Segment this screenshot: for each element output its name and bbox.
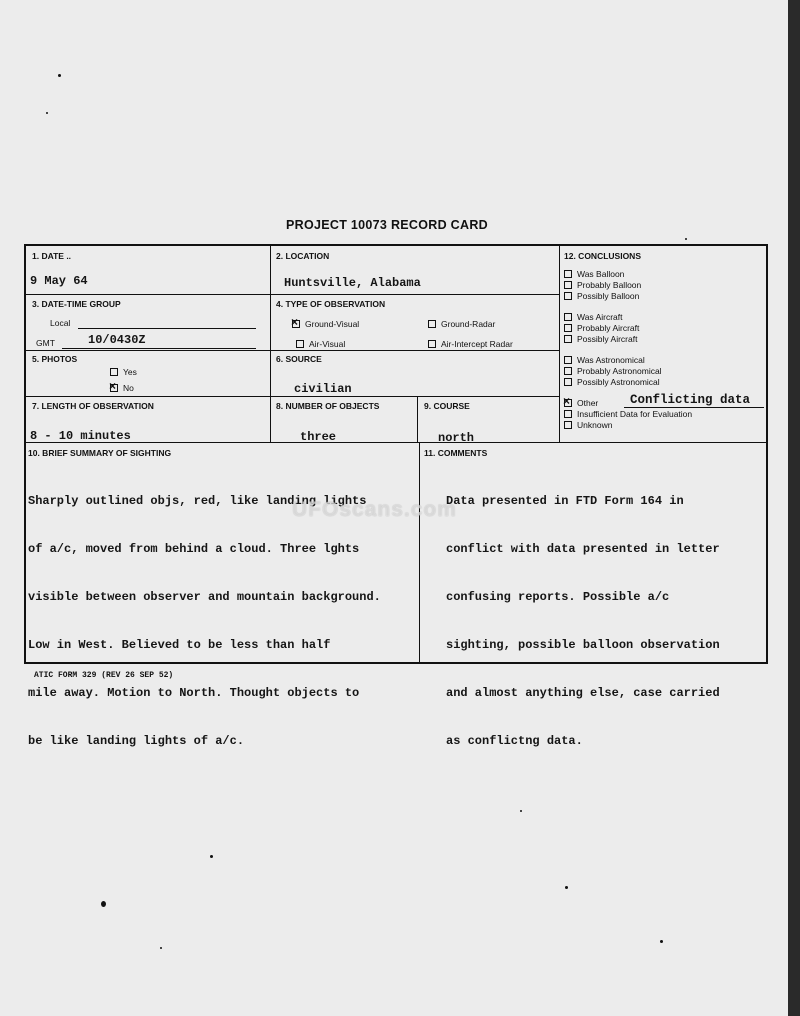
scan-speck <box>58 74 61 77</box>
course-value: north <box>438 431 475 445</box>
comments-label: 11. COMMENTS <box>424 448 488 458</box>
gmt-label: GMT <box>36 338 55 348</box>
comments-line: Data presented in FTD Form 164 in <box>446 494 684 508</box>
length-label: 7. LENGTH OF OBSERVATION <box>32 401 154 411</box>
comments-line: as conflictng data. <box>446 734 583 748</box>
conclusion-possibly-balloon: Possibly Balloon <box>564 291 639 302</box>
photos-no-checkbox-checked <box>110 384 118 392</box>
conclusions-label: 12. CONCLUSIONS <box>564 251 641 261</box>
date-time-group-label: 3. DATE-TIME GROUP <box>32 299 121 309</box>
divider-v3 <box>417 396 418 442</box>
photos-no: ×No <box>110 383 134 393</box>
photos-yes-checkbox <box>110 368 118 376</box>
option-air-intercept-radar: Air-Intercept Radar <box>428 339 513 349</box>
ground-radar-checkbox <box>428 320 436 328</box>
option-ground-visual: ×Ground-Visual <box>292 319 359 329</box>
conclusion-was-aircraft: Was Aircraft <box>564 312 623 323</box>
gmt-value: 10/0430Z <box>88 333 146 347</box>
divider-h2 <box>26 350 559 351</box>
air-intercept-radar-checkbox <box>428 340 436 348</box>
comments-text <box>446 461 720 781</box>
watermark: UFOscans.com <box>292 498 457 521</box>
summary-line: Sharply outlined objs, red, like landing lights <box>28 494 367 508</box>
divider-v4 <box>419 442 420 664</box>
summary-line: Low in West. Believed to be less than half <box>28 638 331 652</box>
conclusion-possibly-astronomical: Possibly Astronomical <box>564 377 660 388</box>
observation-type-label: 4. TYPE OF OBSERVATION <box>276 299 386 309</box>
length-value: 8 - 10 minutes <box>30 429 131 443</box>
scan-speck <box>660 940 663 943</box>
divider-h1 <box>26 294 559 295</box>
comments-line: and almost anything else, case carried <box>446 686 720 700</box>
scan-speck <box>46 112 48 114</box>
location-value: Huntsville, Alabama <box>284 276 421 290</box>
local-label: Local <box>50 318 71 328</box>
date-value: 9 May 64 <box>30 274 88 288</box>
divider-h4 <box>26 442 768 443</box>
comments-line: confusing reports. Possible a/c <box>446 590 670 604</box>
scan-speck <box>685 238 687 240</box>
source-value: civilian <box>294 382 352 396</box>
other-underline <box>624 407 764 408</box>
number-of-objects-label: 8. NUMBER OF OBJECTS <box>276 401 380 411</box>
air-visual-checkbox <box>296 340 304 348</box>
form-footer: ATIC FORM 329 (REV 26 SEP 52) <box>34 671 174 680</box>
location-label: 2. LOCATION <box>276 251 330 261</box>
conclusion-probably-balloon: Probably Balloon <box>564 280 641 291</box>
conclusion-insufficient-data: Insufficient Data for Evaluation <box>564 409 692 420</box>
summary-label: 10. BRIEF SUMMARY OF SIGHTING <box>28 448 172 458</box>
conclusion-other-value: Conflicting data <box>630 393 751 407</box>
conclusion-unknown: Unknown <box>564 420 612 431</box>
divider-v1 <box>270 246 271 442</box>
conclusion-possibly-aircraft: Possibly Aircraft <box>564 334 637 345</box>
source-label: 6. SOURCE <box>276 354 322 364</box>
summary-line: visible between observer and mountain background. <box>28 590 381 604</box>
comments-line: conflict with data presented in letter <box>446 542 720 556</box>
scan-speck <box>160 947 162 949</box>
summary-line: mile away. Motion to North. Thought objects to <box>28 686 360 700</box>
local-underline <box>78 328 256 329</box>
course-label: 9. COURSE <box>424 401 470 411</box>
summary-line: of a/c, moved from behind a cloud. Three lghts <box>28 542 360 556</box>
scan-speck <box>520 810 522 812</box>
divider-v2 <box>559 246 560 442</box>
date-label: 1. DATE .. <box>32 251 72 261</box>
conclusion-was-balloon: Was Balloon <box>564 269 624 280</box>
scan-speck <box>210 855 213 858</box>
scan-speck <box>565 886 568 889</box>
number-of-objects-value: three <box>300 430 337 444</box>
scan-edge <box>788 0 800 1016</box>
photos-yes: Yes <box>110 367 137 377</box>
conclusion-probably-astronomical: Probably Astronomical <box>564 366 662 377</box>
divider-h3 <box>26 396 559 397</box>
scan-speck <box>101 901 106 907</box>
conclusion-probably-aircraft: Probably Aircraft <box>564 323 639 334</box>
summary-line: be like landing lights of a/c. <box>28 734 245 748</box>
gmt-underline <box>62 348 256 349</box>
option-ground-radar: Ground-Radar <box>428 319 495 329</box>
photos-label: 5. PHOTOS <box>32 354 78 364</box>
comments-line: sighting, possible balloon observation <box>446 638 720 652</box>
conclusion-was-astronomical: Was Astronomical <box>564 355 645 366</box>
ground-visual-checkbox-checked <box>292 320 300 328</box>
conclusion-other: ×Other <box>564 398 598 409</box>
other-checkbox-checked <box>564 399 572 407</box>
card-title: PROJECT 10073 RECORD CARD <box>286 218 488 232</box>
option-air-visual: Air-Visual <box>296 339 345 349</box>
